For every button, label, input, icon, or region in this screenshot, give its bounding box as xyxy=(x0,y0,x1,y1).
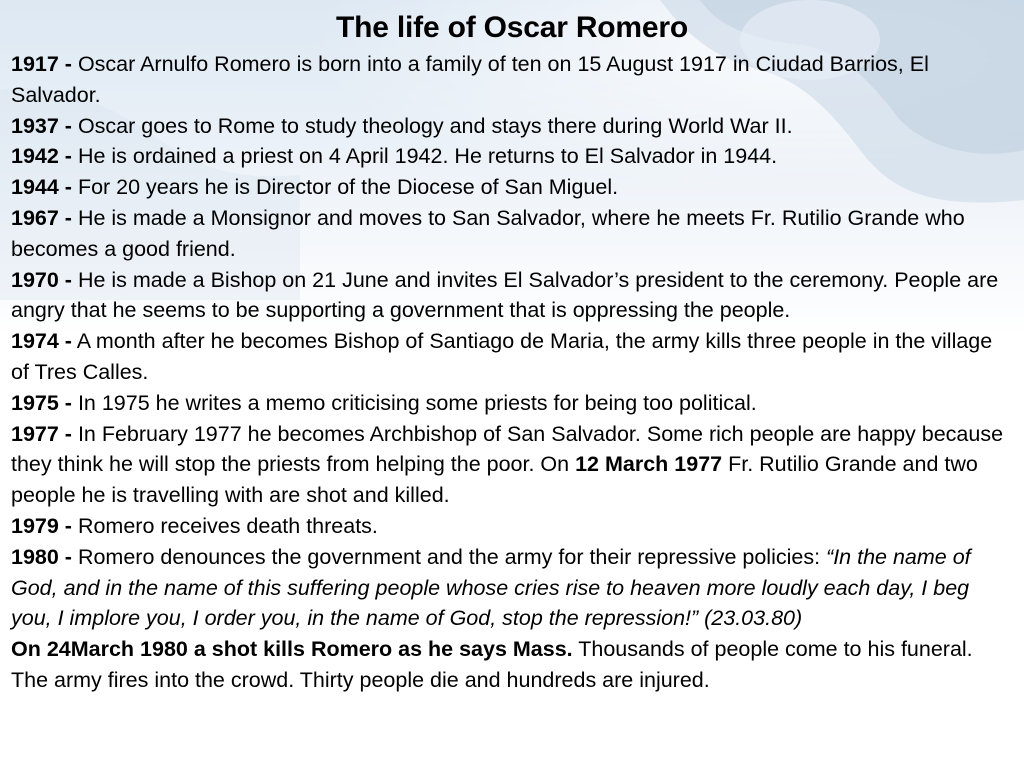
entry-text: In February 1977 he becomes Archbishop of San Salvador. Some rich people are happy because they think he will stop the priests from helping the poor. On xyxy=(11,421,1004,477)
entry-text: He is made a Monsignor and moves to San Salvador, where he meets Fr. Rutilio Grande who becomes a good friend. xyxy=(11,205,965,261)
entry-year: 1917 - xyxy=(11,52,72,76)
timeline-entry-1974 xyxy=(11,326,1013,388)
entry-year: 1979 - xyxy=(11,513,72,538)
entry-text: Oscar Arnulfo Romero is born into a family of ten on 15 August 1917 in Ciudad Barrios, El Salvador. xyxy=(11,52,929,107)
entry-year: 1975 - xyxy=(11,390,72,415)
entry-quote: “In the name of God, and in the name of this suffering people whose cries rise to heaven more loudly each day, I beg you, I implore you, I order you, in the name of God, stop the repression!” (23.03.80) xyxy=(11,544,971,631)
timeline-entry-1937 xyxy=(11,111,1013,142)
timeline-entry-1917 xyxy=(11,49,1013,111)
timeline-entry-1944 xyxy=(11,172,1013,203)
entry-year: 1977 - xyxy=(11,421,72,446)
timeline-entry-1980 xyxy=(11,542,1013,634)
timeline-entry-1979 xyxy=(11,511,1013,542)
timeline-entry-1977 xyxy=(11,419,1013,511)
entry-text: Romero denounces the government and the army for their repressive policies: xyxy=(71,544,827,569)
entry-text: Oscar goes to Rome to study theology and stays there during World War II. xyxy=(71,113,793,138)
page-title: The life of Oscar Romero xyxy=(336,11,688,44)
entry-year: 1967 - xyxy=(11,205,72,230)
timeline-entry-1967 xyxy=(11,203,1013,265)
entry-text: Romero receives death threats. xyxy=(71,513,378,538)
entry-year: 1944 - xyxy=(11,175,72,200)
entry-year: 1937 - xyxy=(11,113,72,138)
timeline-list xyxy=(11,49,1013,696)
document-body xyxy=(11,8,1013,696)
entry-text: For 20 years he is Director of the Diocese of San Miguel. xyxy=(71,175,619,200)
entry-year: 1974 - xyxy=(11,329,72,354)
entry-text: A month after he becomes Bishop of Santiago de Maria, the army kills three people in the village of Tres Calles. xyxy=(11,329,993,384)
entry-year: 1942 - xyxy=(11,144,72,169)
timeline-entry-death xyxy=(11,634,1013,696)
entry-text: In 1975 he writes a memo criticising some priests for being too political. xyxy=(71,390,757,415)
entry-text-continued: Fr. Rutilio Grande and two people he is travelling with are shot and killed. xyxy=(11,452,978,508)
entry-lead: On 24March 1980 a shot kills Romero as he says Mass. xyxy=(11,637,573,662)
entry-text: Thousands of people come to his funeral. The army fires into the crowd. Thirty people die and hundreds are injured. xyxy=(11,637,973,692)
entry-text: He is ordained a priest on 4 April 1942. He returns to El Salvador in 1944. xyxy=(71,144,778,169)
entry-year: 1980 - xyxy=(11,544,72,569)
entry-bold-date: 12 March 1977 xyxy=(575,452,723,477)
timeline-entry-1975 xyxy=(11,388,1013,419)
timeline-entry-1970 xyxy=(11,265,1013,327)
timeline-entry-1942 xyxy=(11,141,1013,172)
entry-year: 1970 - xyxy=(11,267,72,292)
entry-text: He is made a Bishop on 21 June and invites El Salvador’s president to the ceremony. People are angry that he seems to be supporting a government that is oppressing the people. xyxy=(11,267,999,323)
